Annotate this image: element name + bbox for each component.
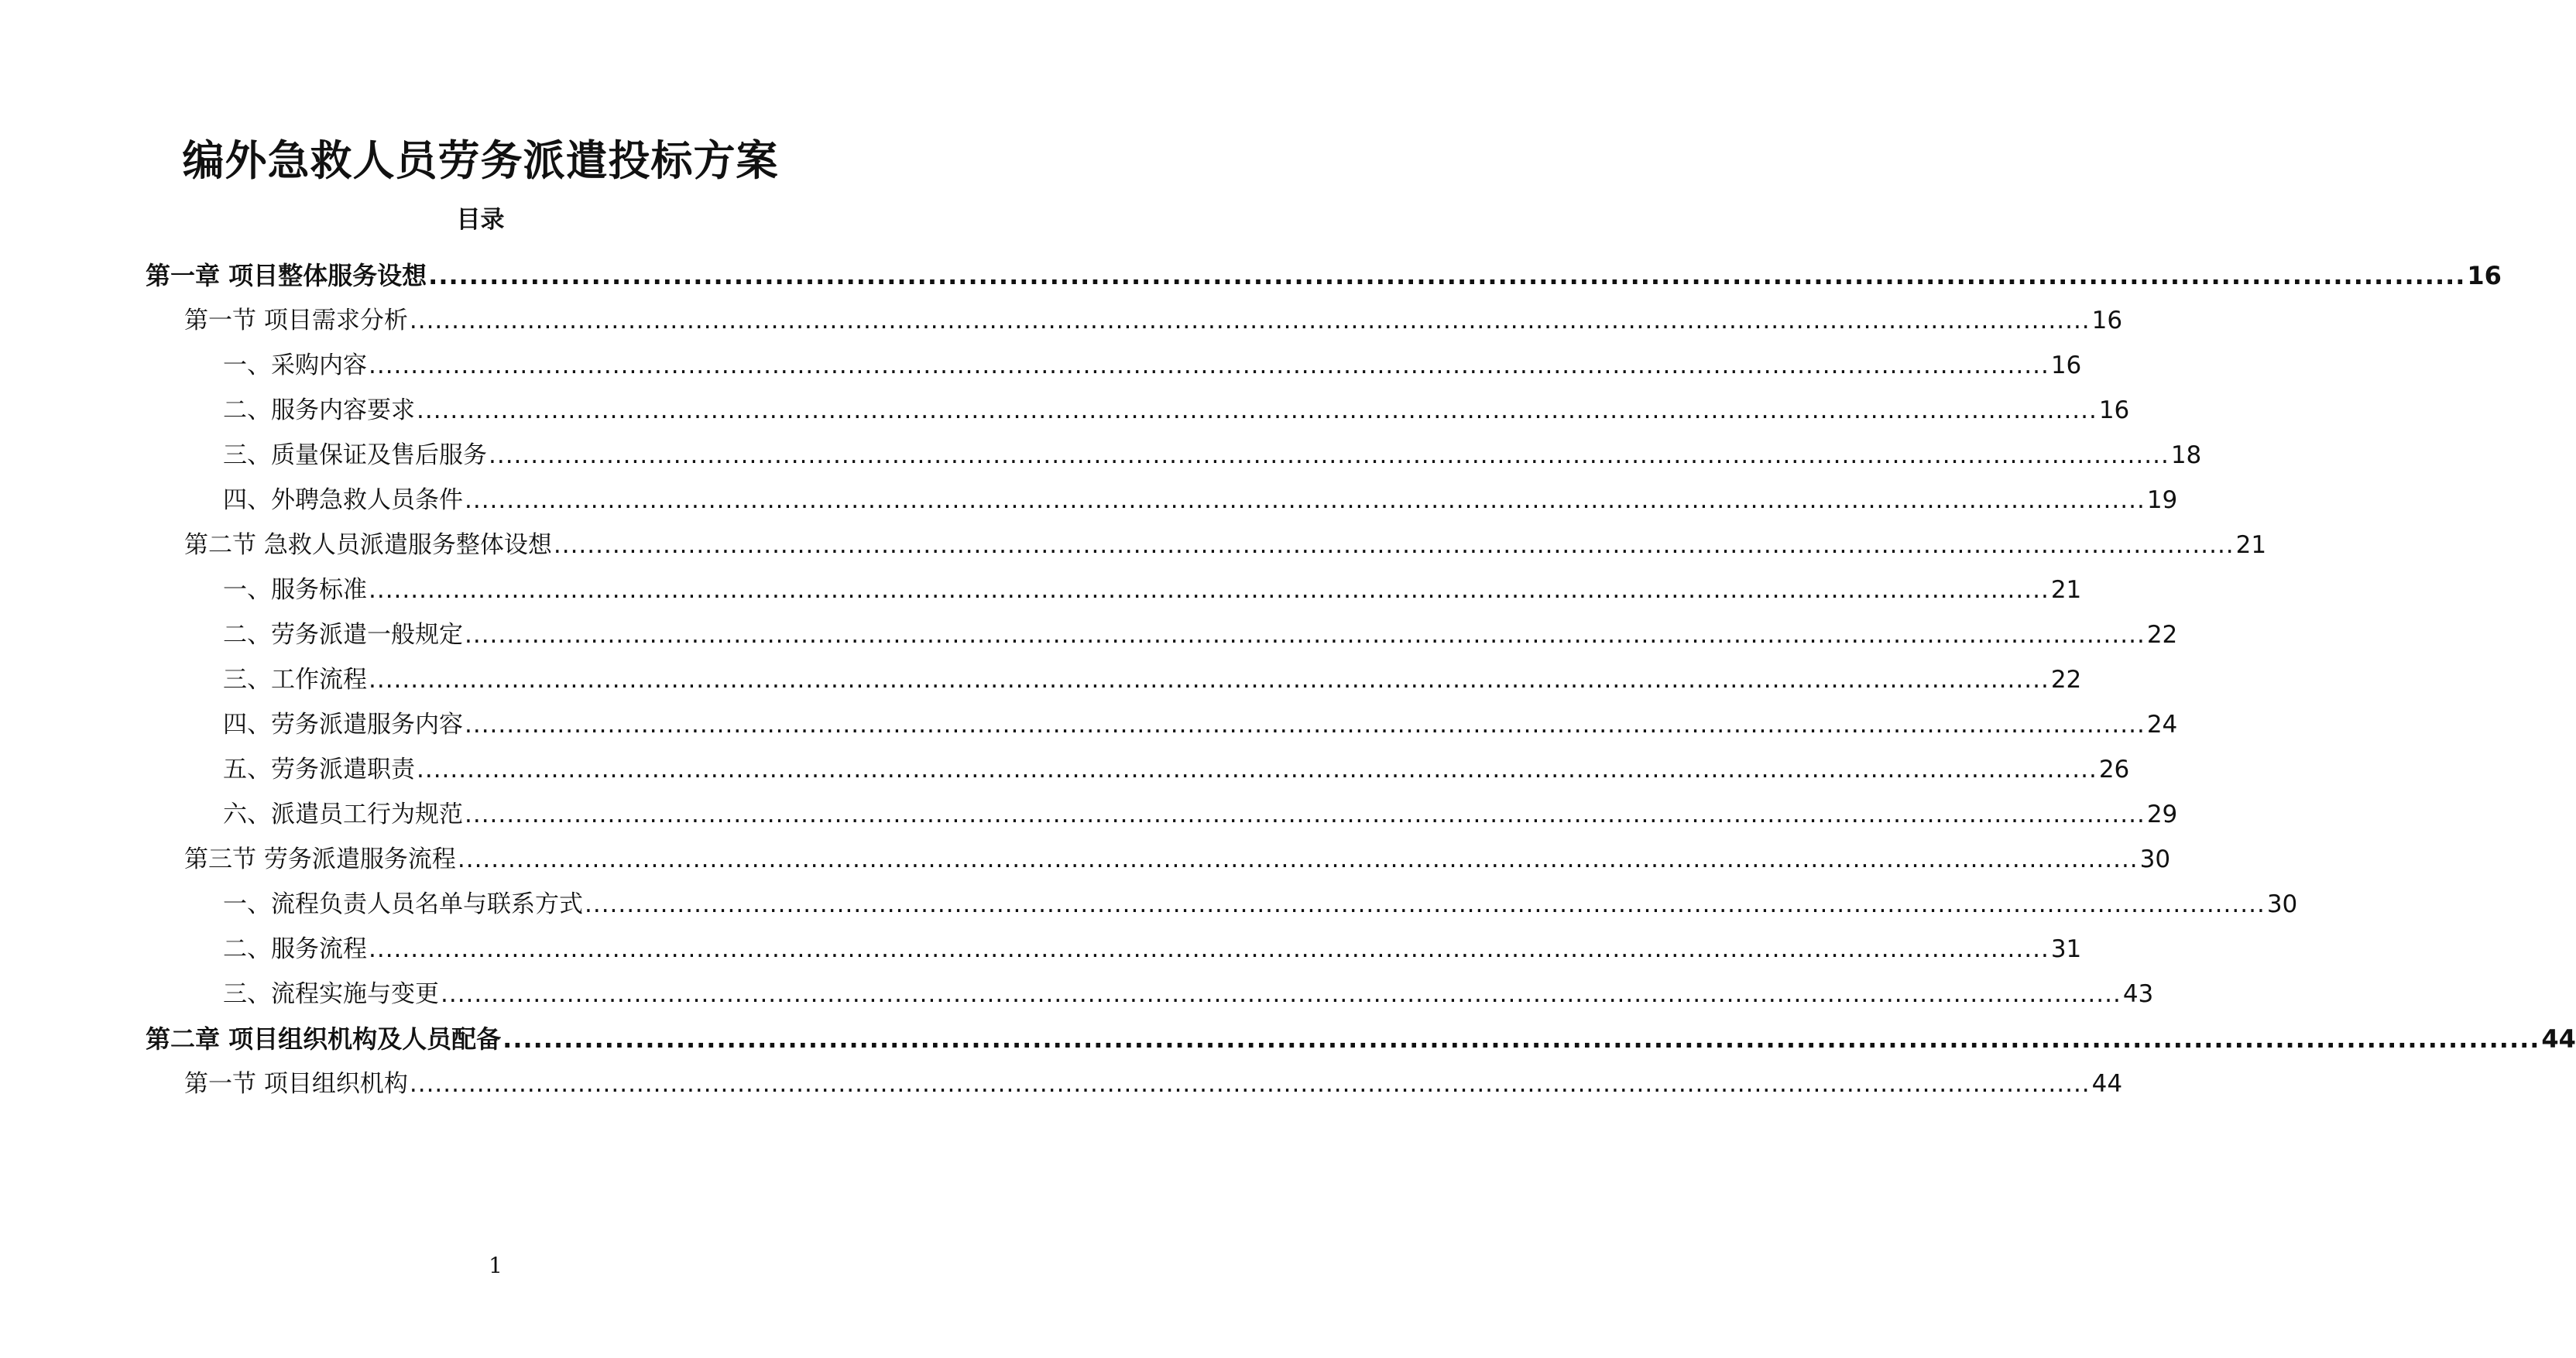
toc-entry[interactable] (223, 613, 2178, 652)
toc-entry[interactable] (223, 478, 2178, 517)
toc-entry-label: 五、劳务派遣职责 (223, 756, 415, 784)
toc-entry[interactable] (184, 838, 2171, 876)
toc-entry[interactable] (223, 434, 2202, 472)
toc-entry-page: 44 (2091, 1070, 2123, 1098)
toc-entry[interactable] (223, 883, 2298, 921)
toc-dot-leader: ........................................................................................................................................................................................................ (417, 396, 2098, 424)
page-number: 1 (489, 1253, 503, 1278)
toc-dot-leader: ........................................................................................................................................................................................................ (369, 352, 2049, 379)
toc-entry[interactable] (184, 299, 2123, 338)
toc-dot-leader: ........................................................................................................................................................................................................ (369, 666, 2049, 694)
toc-entry-page: 16 (2467, 261, 2502, 290)
toc-entry-page: 16 (2098, 396, 2130, 424)
toc-dot-leader: ........................................................................................................................................................................................................ (369, 576, 2049, 604)
toc-entry-label: 第一节 项目需求分析 (184, 307, 408, 334)
toc-entry-page: 30 (2266, 890, 2298, 918)
toc-entry-page: 21 (2235, 531, 2267, 559)
toc-entry[interactable] (223, 658, 2082, 697)
toc-dot-leader: ........................................................................................................................................................................................................ (553, 531, 2235, 559)
toc-entry[interactable] (223, 703, 2178, 742)
toc-dot-leader: ........................................................................................................................................................................................................ (465, 801, 2146, 828)
toc-entry[interactable] (184, 523, 2267, 562)
toc-dot-leader: ........................................................................................................................................................................................................ (441, 980, 2122, 1008)
toc-dot-leader: ........................................................................................................................................................................................................ (369, 935, 2049, 963)
toc-entry-label: 四、劳务派遣服务内容 (223, 711, 463, 739)
toc-dot-leader: ........................................................................................................................................................................................................ (465, 486, 2146, 514)
toc-entry-page: 16 (2050, 352, 2082, 379)
toc-dot-leader: ........................................................................................................................................................................................................ (503, 1024, 2540, 1054)
toc-entry-label: 一、流程负责人员名单与联系方式 (223, 890, 583, 918)
toc-dot-leader: ........................................................................................................................................................................................................ (489, 441, 2170, 469)
toc-entry-page: 22 (2050, 666, 2082, 694)
toc-entry-label: 二、服务内容要求 (223, 396, 415, 424)
toc-entry-page: 16 (2091, 307, 2123, 334)
toc-entry-label: 四、外聘急救人员条件 (223, 486, 463, 514)
toc-entry[interactable] (223, 793, 2178, 832)
toc-entry[interactable] (184, 1062, 2123, 1101)
toc-dot-leader: ........................................................................................................................................................................................................ (409, 307, 2091, 334)
toc-entry-label: 第二章 项目组织机构及人员配备 (146, 1024, 502, 1054)
toc-dot-leader: ........................................................................................................................................................................................................ (457, 845, 2139, 873)
toc-entry-label: 一、服务标准 (223, 576, 367, 604)
toc-entry[interactable] (146, 1017, 2576, 1056)
toc-entry[interactable] (223, 748, 2130, 787)
toc-heading: 目录 (456, 206, 505, 234)
toc-dot-leader: ........................................................................................................................................................................................................ (409, 1070, 2091, 1098)
toc-entry[interactable] (223, 389, 2130, 427)
toc-entry[interactable] (223, 344, 2082, 382)
toc-entry-label: 一、采购内容 (223, 352, 367, 379)
toc-entry-label: 二、劳务派遣一般规定 (223, 621, 463, 649)
toc-entry-page: 24 (2146, 711, 2178, 739)
toc-entry-label: 三、流程实施与变更 (223, 980, 439, 1008)
toc-entry-page: 21 (2050, 576, 2082, 604)
toc-entry-label: 三、质量保证及售后服务 (223, 441, 487, 469)
toc-entry-page: 43 (2122, 980, 2154, 1008)
toc-dot-leader: ........................................................................................................................................................................................................ (465, 621, 2146, 649)
toc-entry[interactable] (223, 972, 2154, 1011)
document-title: 编外急救人员劳务派遣投标方案 (182, 136, 779, 185)
toc-entry-label: 三、工作流程 (223, 666, 367, 694)
toc-entry-page: 22 (2146, 621, 2178, 649)
toc-dot-leader: ........................................................................................................................................................................................................ (585, 890, 2266, 918)
toc-entry-page: 18 (2170, 441, 2202, 469)
toc-entry-label: 第三节 劳务派遣服务流程 (184, 845, 456, 873)
toc-dot-leader: ........................................................................................................................................................................................................ (428, 261, 2466, 290)
toc-dot-leader: ........................................................................................................................................................................................................ (417, 756, 2098, 784)
toc-entry[interactable] (146, 254, 2502, 293)
toc-entry-label: 六、派遣员工行为规范 (223, 801, 463, 828)
toc-entry-page: 26 (2098, 756, 2130, 784)
toc-entry-page: 31 (2050, 935, 2082, 963)
toc-entry-page: 44 (2541, 1024, 2576, 1054)
toc-entry-label: 第一章 项目整体服务设想 (146, 261, 427, 290)
toc-entry-label: 二、服务流程 (223, 935, 367, 963)
toc-entry-label: 第二节 急救人员派遣服务整体设想 (184, 531, 552, 559)
toc-entry[interactable] (223, 928, 2082, 966)
toc-entry-label: 第一节 项目组织机构 (184, 1070, 408, 1098)
toc-entry-page: 30 (2139, 845, 2171, 873)
toc-dot-leader: ........................................................................................................................................................................................................ (465, 711, 2146, 739)
toc-entry-page: 19 (2146, 486, 2178, 514)
toc-entry-page: 29 (2146, 801, 2178, 828)
toc-entry[interactable] (223, 568, 2082, 607)
